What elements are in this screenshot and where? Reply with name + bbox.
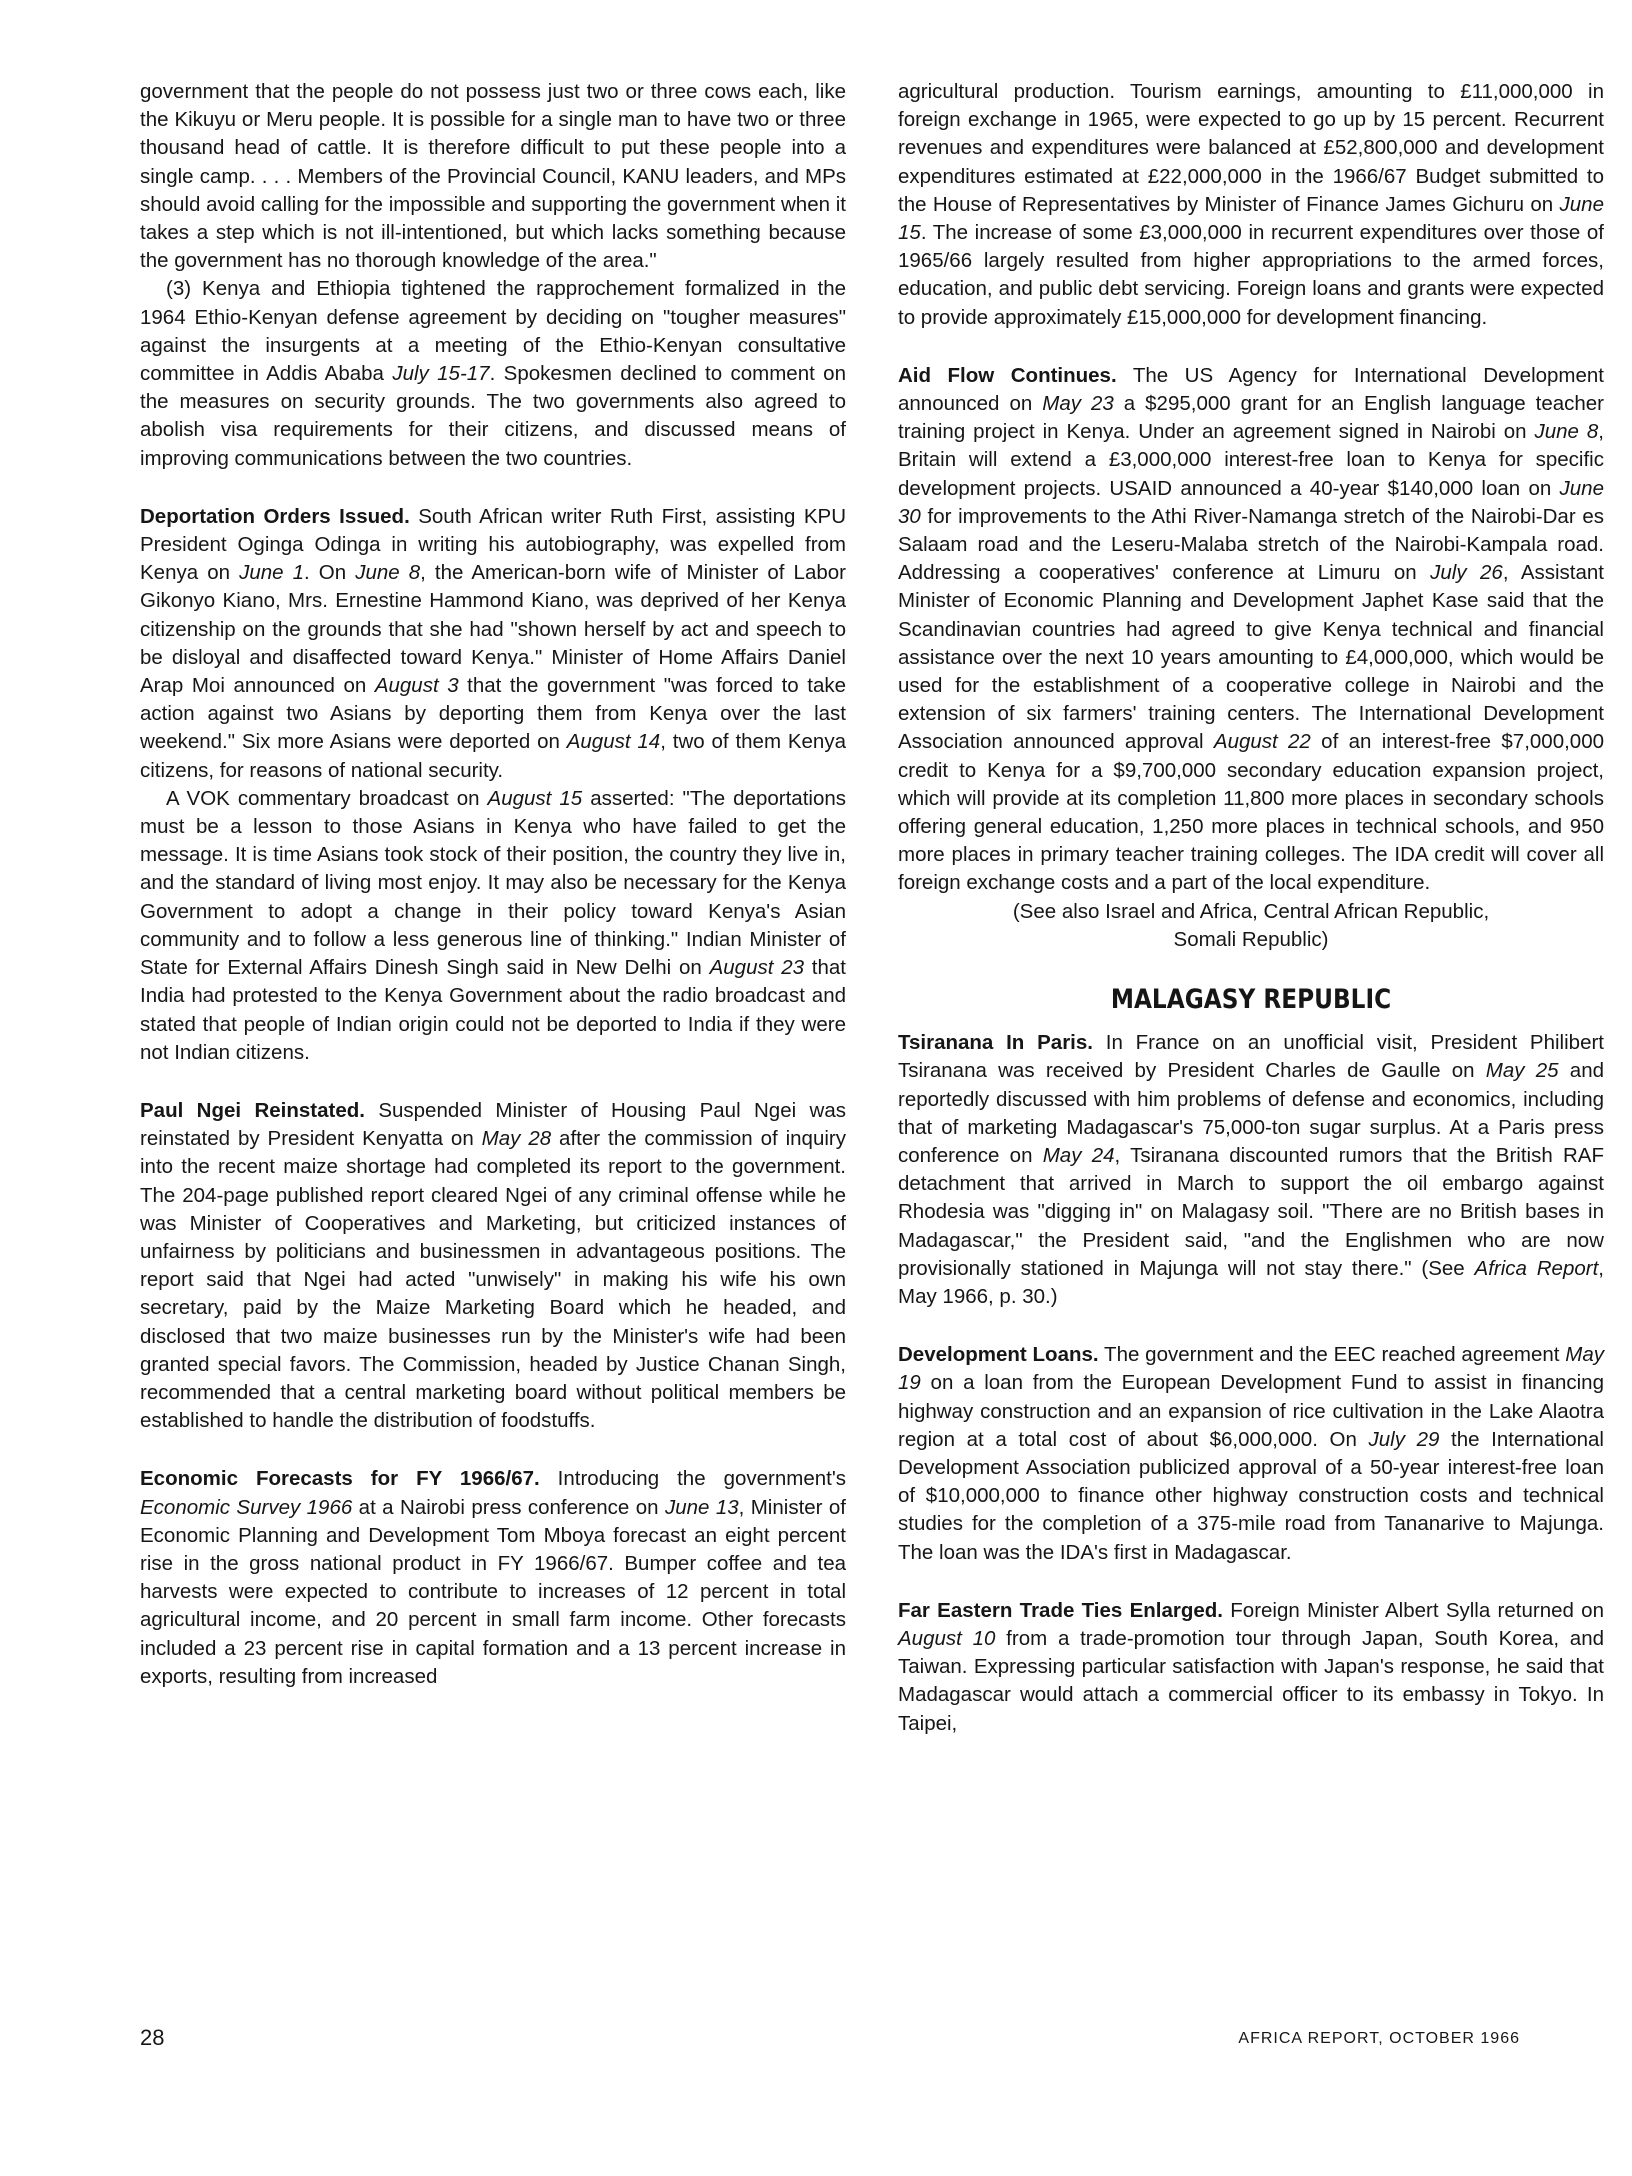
publication-footer: AFRICA REPORT, OCTOBER 1966 [1238, 2030, 1520, 2047]
subheading: Paul Ngei Reinstated. [140, 1098, 365, 1122]
article-aid-flow: Aid Flow Continues. The US Agency for International Development announced on May 23 a $295,000 grant for an English language teacher training project in Kenya. Under an agreement signed in Nairobi on June 8, Britain will extend a £3,000,000 interest-free loan to Kenya for specific development projects. USAID announced a 40-year $140,000 loan on June 30 for improvements to the Athi River-Namanga stretch of the Nairobi-Dar es Salaam road and the Leseru-Malaba stretch of the Nairobi-Kampala road. Addressing a cooperatives' conference at Limuru on July 26, Assistant Minister of Economic Planning and Development Japhet Kase said that the Scandinavian countries had agreed to give Kenya technical and financial assistance over the next 10 years amounting to £4,000,000, which would be used for the establishment of a cooperative college in Nairobi and the extension of six farmers' training centers. The International Development Association announced approval August 22 of an interest-free $7,000,000 credit to Kenya for a $9,700,000 secondary education expansion project, which will provide at its completion 11,800 more places in secondary schools offering general education, 1,250 more places in technical schools, and 950 more places in primary teacher training colleges. The IDA credit will cover all foreign exchange costs and a part of the local expenditure. [898, 363, 1605, 895]
article-paragraph-budget: agricultural production. Tourism earnings, amounting to £11,000,000 in foreign exchange in 1965, were expected to go up by 15 percent. Recurrent revenues and expenditures were balanced at £52,800,000 and development expenditures estimated at £22,000,000 in the 1966/67 Budget submitted to the House of Representatives by Minister of Finance James Gichuru on June 15. The increase of some £3,000,000 in recurrent expenditures over those of 1965/66 largely resulted from higher appropriations to the armed forces, education, and public debt servicing. Foreign loans and grants were expected to provide approximately £15,000,000 for development financing. [898, 80, 1604, 329]
article-tsiranana-paris: Tsiranana In Paris. In France on an unofficial visit, President Philibert Tsiranana was received by President Charles de Gaulle on May 25 and reportedly discussed with him problems of defense and economics, including that of marketing Madagascar's 75,000-ton sugar surplus. At a Paris press conference on May 24, Tsiranana discounted rumors that the British RAF detachment that arrived in March to support the oil embargo against Rhodesia was "digging in" on Malagasy soil. "There are no British bases in Madagascar," the President said, "and the Englishmen who are now provisionally stationed in Majunga will not stay there." (See Africa Report, May 1966, p. 30.) [898, 1031, 1604, 1308]
right-column [898, 78, 1604, 1738]
article-paragraph-ethiopia: (3) Kenya and Ethiopia tightened the rapprochement formalized in the 1964 Ethio-Kenyan defense agreement by deciding on "tougher measures" against the insurgents at a meeting of the Ethio-Kenyan consultative committee in Addis Ababa July 15-17. Spokesmen declined to comment on the measures on security grounds. The two governments also agreed to abolish visa requirements for their citizens, and discussed means of improving communications between the two countries. [140, 277, 846, 470]
subheading: Aid Flow Continues. [898, 363, 1117, 387]
subheading: Tsiranana In Paris. [898, 1031, 1093, 1055]
subheading: Economic Forecasts for FY 1966/67. [140, 1467, 540, 1491]
see-also-note: (See also Israel and Africa, Central African Republic, Somali Republic) [1012, 899, 1490, 951]
subheading: Development Loans. [898, 1343, 1099, 1367]
section-title-malagasy: MALAGASY REPUBLIC [1110, 984, 1392, 1016]
article-far-eastern-trade: Far Eastern Trade Ties Enlarged. Foreign Minister Albert Sylla returned on August 10 from a trade-promotion tour through Japan, South Korea, and Taiwan. Expressing particular satisfaction with Japan's response, he said that Madagascar would attach a commercial officer to its embassy in Tokyo. In Taipei, [898, 1598, 1605, 1735]
page-number: 28 [140, 2025, 165, 2050]
article-ngei-reinstated: Paul Ngei Reinstated. Suspended Minister of Housing Paul Ngei was reinstated by President Kenyatta on May 28 after the commission of inquiry into the recent maize shortage had completed its report to the government. The 204-page published report cleared Ngei of any criminal offense while he was Minister of Cooperatives and Marketing, but criticized instances of unfairness by politicians and businessmen in advantageous positions. The report said that Ngei had acted "unwisely" in making his wife his own secretary, paid by the Maize Marketing Board which he headed, and disclosed that two maize businesses run by the Minister's wife had been granted special favors. The Commission, headed by Justice Chanan Singh, recommended that a central marketing board without political members be established to handle the distribution of foodstuffs. [140, 1098, 846, 1433]
article-development-loans: Development Loans. The government and the EEC reached agreement May 19 on a loan from the European Development Fund to assist in financing highway construction and an expansion of rice cultivation in the Lake Alaotra region at a total cost of about $6,000,000. On July 29 the International Development Association publicized approval of a 50-year interest-free loan of $10,000,000 to finance other highway construction costs and technical studies for the completion of a 375-mile road from Tananarive to Majunga. The loan was the IDA's first in Madagascar. [898, 1343, 1604, 1564]
article-paragraph-continued: government that the people do not possess just two or three cows each, like the Kikuyu or Meru people. It is possible for a single man to have two or three thousand head of cattle. It is therefore difficult to put these people into a single camp. . . . Members of the Provincial Council, KANU leaders, and MPs should avoid calling for the impossible and supporting the government when it takes a step which is not ill-intentioned, but which lacks something because the government has no thorough knowledge of the area." [140, 80, 846, 273]
article-deportation-orders: Deportation Orders Issued. South African writer Ruth First, assisting KPU President Oginga Odinga in writing his autobiography, was expelled from Kenya on June 1. On June 8, the American-born wife of Minister of Labor Gikonyo Kiano, Mrs. Ernestine Hammond Kiano, was deprived of her Kenya citizenship on the grounds that she had "shown herself by act and speech to be disloyal and disaffected toward Kenya." Minister of Home Affairs Daniel Arap Moi announced on August 3 that the government "was forced to take action against two Asians by deporting them from Kenya over the last weekend." Six more Asians were deported on August 14, two of them Kenya citizens, for reasons of national security. [140, 504, 846, 782]
subheading: Far Eastern Trade Ties Enlarged. [898, 1598, 1223, 1622]
article-paragraph-vok: A VOK commentary broadcast on August 15 asserted: "The deportations must be a lesson to those Asians in Kenya who have failed to get the message. It is time Asians took stock of their position, the country they live in, and the standard of living most enjoy. It may also be necessary for the Kenya Government to adopt a change in their policy toward Kenya's Asian community and to follow a less generous line of thinking." Indian Minister of State for External Affairs Dinesh Singh said in New Delhi on August 23 that India had protested to the Kenya Government about the radio broadcast and stated that people of Indian origin could not be deported to India if they were not Indian citizens. [140, 786, 846, 1064]
article-economic-forecasts: Economic Forecasts for FY 1966/67. Introducing the government's Economic Survey 1966 at a Nairobi press conference on June 13, Minister of Economic Planning and Development Tom Mboya forecast an eight percent rise in the gross national product in FY 1966/67. Bumper coffee and tea harvests were expected to contribute to increases of 12 percent in total agricultural income, and 20 percent in small farm income. Other forecasts included a 23 percent rise in capital formation and a 13 percent increase in exports, resulting from increased [140, 1467, 847, 1688]
subheading: Deportation Orders Issued. [140, 504, 410, 528]
left-column [140, 78, 846, 1691]
